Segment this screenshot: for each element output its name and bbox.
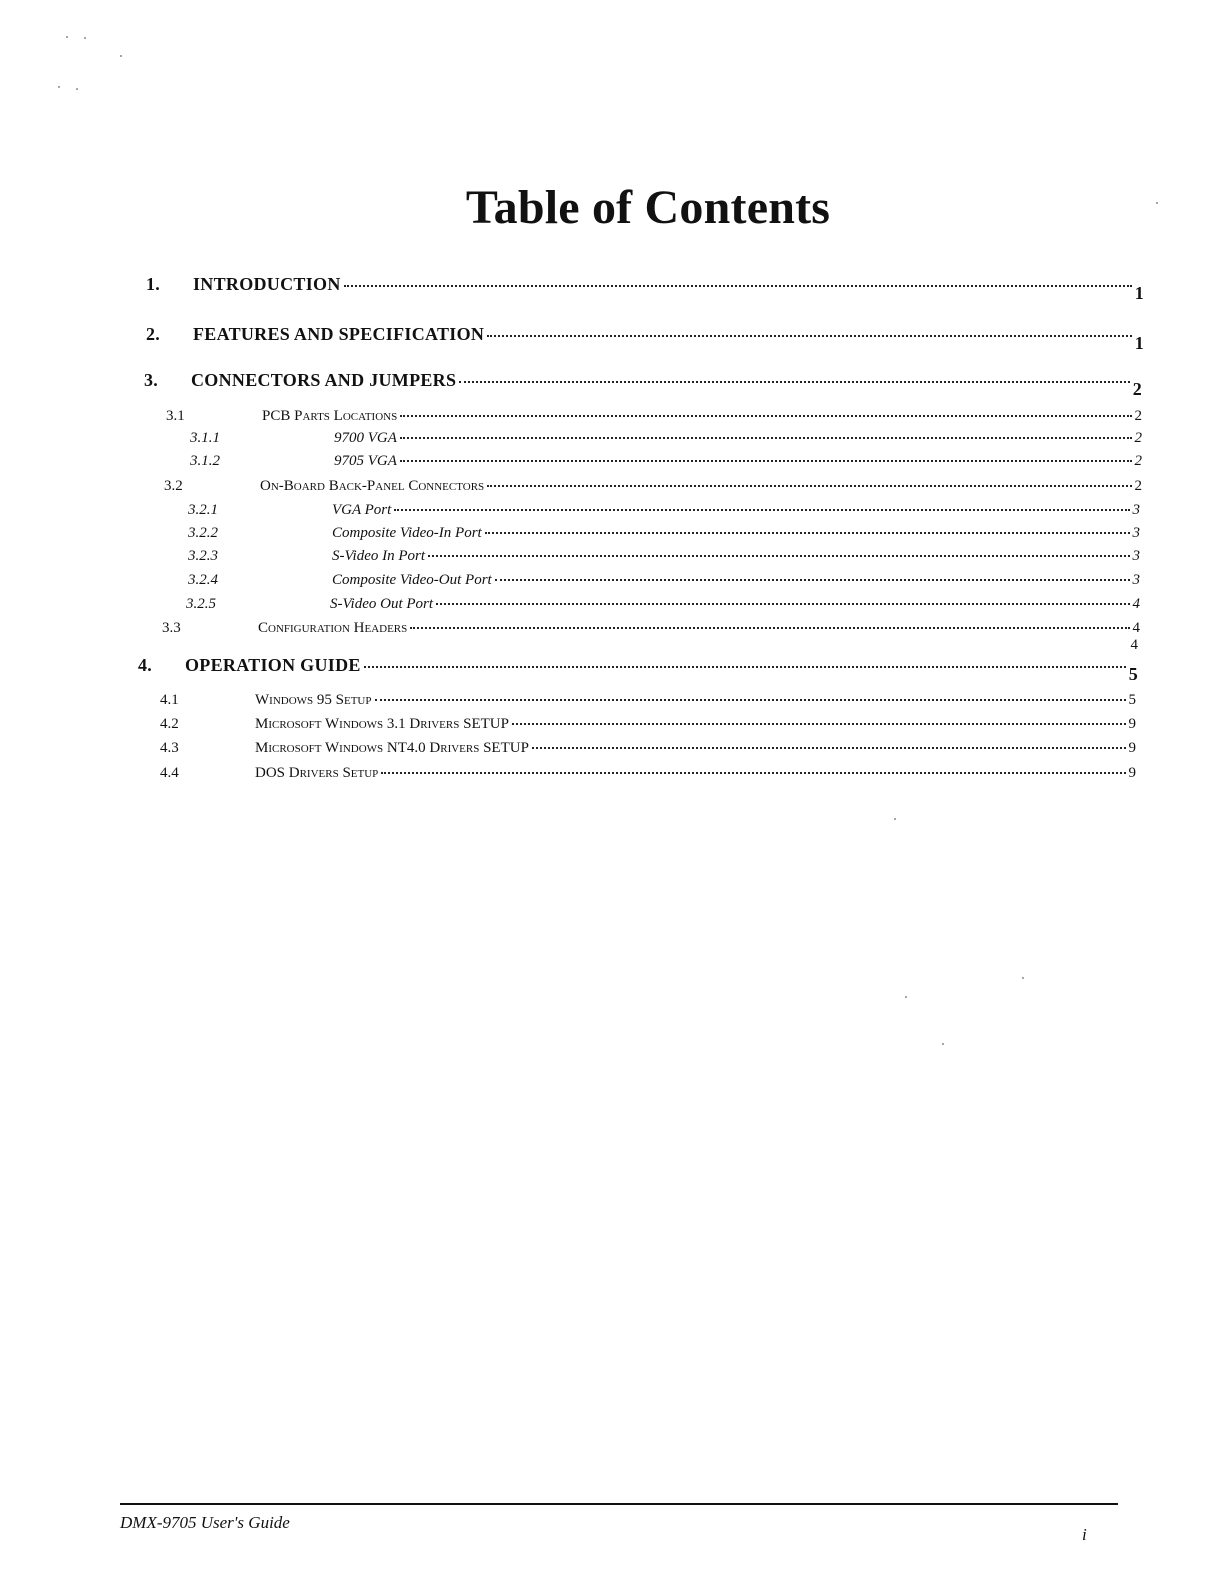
dot-leader: [400, 415, 1131, 417]
toc-number: 4.: [138, 655, 153, 675]
toc-number: 2.: [146, 324, 161, 344]
scan-speck: [58, 86, 60, 88]
toc-number: 3.: [144, 370, 159, 390]
toc-label: S-Video In Port: [332, 548, 426, 564]
dot-leader: [495, 579, 1130, 581]
toc-page-number: 2: [1132, 379, 1142, 399]
toc-number: 3.2.4: [188, 572, 218, 588]
toc-number: 3.1: [166, 408, 185, 424]
toc-label: CONNECTORS AND JUMPERS: [191, 370, 457, 390]
toc-number: 4.1: [160, 692, 179, 708]
toc-page-number: 3: [1132, 525, 1140, 541]
toc-label: OPERATION GUIDE: [185, 655, 361, 675]
toc-label: INTRODUCTION: [193, 274, 341, 294]
page-title: Table of Contents: [465, 181, 831, 234]
toc-number: 4.2: [160, 716, 179, 732]
toc-page-number: 4: [1130, 637, 1138, 653]
dot-leader: [428, 555, 1129, 557]
toc-label: VGA Port: [332, 502, 392, 518]
toc-label: Microsoft Windows 3.1 Drivers SETUP: [255, 716, 509, 732]
dot-leader: [364, 666, 1126, 668]
toc-number: 3.2.5: [186, 596, 216, 612]
toc-label: PCB Parts Locations: [262, 408, 398, 424]
toc-number: 3.2: [164, 478, 183, 494]
dot-leader: [485, 532, 1130, 534]
dot-leader: [512, 723, 1126, 725]
toc-page-number: 5: [1128, 692, 1136, 708]
toc-entry-features[interactable]: [146, 324, 1144, 353]
toc-number: 1.: [146, 274, 161, 294]
toc-page-number: 2: [1134, 453, 1142, 469]
scan-speck: [905, 996, 907, 998]
toc-page-number: 2: [1134, 430, 1142, 446]
scan-speck: [942, 1043, 944, 1045]
toc-label: 9705 VGA: [334, 453, 397, 469]
toc-page-number: 1: [1134, 333, 1144, 353]
toc-label: 9700 VGA: [334, 430, 397, 446]
dot-leader: [344, 285, 1132, 287]
toc-label: Windows 95 Setup: [255, 692, 372, 708]
dot-leader: [394, 509, 1129, 511]
toc-page-number: 3: [1132, 548, 1140, 564]
toc-number: 3.3: [162, 620, 181, 636]
toc-entry-windows-95-setup[interactable]: [160, 692, 1136, 709]
footer-page-number: i: [1082, 1525, 1087, 1544]
toc-page-number: 4: [1132, 596, 1140, 612]
toc-number: 3.2.3: [188, 548, 218, 564]
scan-speck: [66, 36, 68, 38]
toc-entry-configuration-headers[interactable]: [162, 620, 1140, 637]
toc-entry-windows-nt40-drivers-setup[interactable]: [160, 740, 1136, 757]
dot-leader: [375, 699, 1126, 701]
toc-label: FEATURES AND SPECIFICATION: [193, 324, 485, 344]
dot-leader: [400, 460, 1132, 462]
toc-label: S-Video Out Port: [330, 596, 434, 612]
dot-leader: [436, 603, 1129, 605]
toc-entry-s-video-in-port[interactable]: [188, 548, 1140, 565]
toc-entry-9700-vga[interactable]: [190, 430, 1142, 447]
scan-speck: [894, 818, 896, 820]
toc-number: 3.2.2: [188, 525, 218, 541]
toc-page-number: 3: [1132, 572, 1140, 588]
toc-number: 4.4: [160, 765, 179, 781]
toc-page-number: 9: [1128, 716, 1136, 732]
scan-speck: [1022, 977, 1024, 979]
toc-label: Composite Video-Out Port: [332, 572, 492, 588]
dot-leader: [400, 437, 1132, 439]
toc-number: 4.3: [160, 740, 179, 756]
toc-entry-introduction[interactable]: [146, 274, 1144, 303]
toc-label: Microsoft Windows NT4.0 Drivers SETUP: [255, 740, 529, 756]
toc-page-number: 9: [1128, 765, 1136, 781]
toc-number: 3.2.1: [188, 502, 218, 518]
toc-entry-vga-port[interactable]: [188, 502, 1140, 519]
dot-leader: [381, 772, 1125, 774]
toc-entry-connectors[interactable]: [144, 370, 1142, 399]
toc-label: Configuration Headers: [258, 620, 408, 636]
toc-page-number: 5: [1128, 664, 1138, 684]
scan-speck: [76, 88, 78, 90]
scan-speck: [120, 55, 122, 57]
footer-rule: [120, 1503, 1118, 1505]
toc-entry-operation-guide[interactable]: [138, 655, 1138, 684]
dot-leader: [410, 627, 1129, 629]
toc-entry-windows-31-drivers-setup[interactable]: [160, 716, 1136, 733]
scan-speck: [84, 37, 86, 39]
toc-number: 3.1.1: [190, 430, 220, 446]
toc-page-number: 1: [1134, 283, 1144, 303]
toc-entry-dos-drivers-setup[interactable]: [160, 765, 1136, 782]
dot-leader: [532, 747, 1126, 749]
footer-title: DMX-9705 User's Guide: [120, 1513, 290, 1532]
toc-entry-continuation: [1000, 637, 1138, 654]
toc-page-number: 9: [1128, 740, 1136, 756]
toc-label: DOS Drivers Setup: [255, 765, 379, 781]
toc-page-number: 2: [1134, 478, 1142, 494]
toc-page-number: 4: [1132, 620, 1140, 636]
toc-entry-pcb-parts-locations[interactable]: [166, 408, 1142, 425]
toc-label: Composite Video-In Port: [332, 525, 482, 541]
toc-entry-back-panel-connectors[interactable]: [164, 478, 1142, 495]
toc-page-number: 2: [1134, 408, 1142, 424]
toc-number: 3.1.2: [190, 453, 220, 469]
dot-leader: [487, 335, 1132, 337]
dot-leader: [459, 381, 1129, 383]
toc-entry-9705-vga[interactable]: [190, 453, 1142, 470]
scan-speck: [1156, 202, 1158, 204]
dot-leader: [487, 485, 1131, 487]
toc-label: On-Board Back-Panel Connectors: [260, 478, 485, 494]
toc-page-number: 3: [1132, 502, 1140, 518]
toc-entry-composite-video-out-port[interactable]: [188, 572, 1140, 589]
toc-entry-composite-video-in-port[interactable]: [188, 525, 1140, 542]
toc-entry-s-video-out-port[interactable]: [186, 596, 1140, 613]
